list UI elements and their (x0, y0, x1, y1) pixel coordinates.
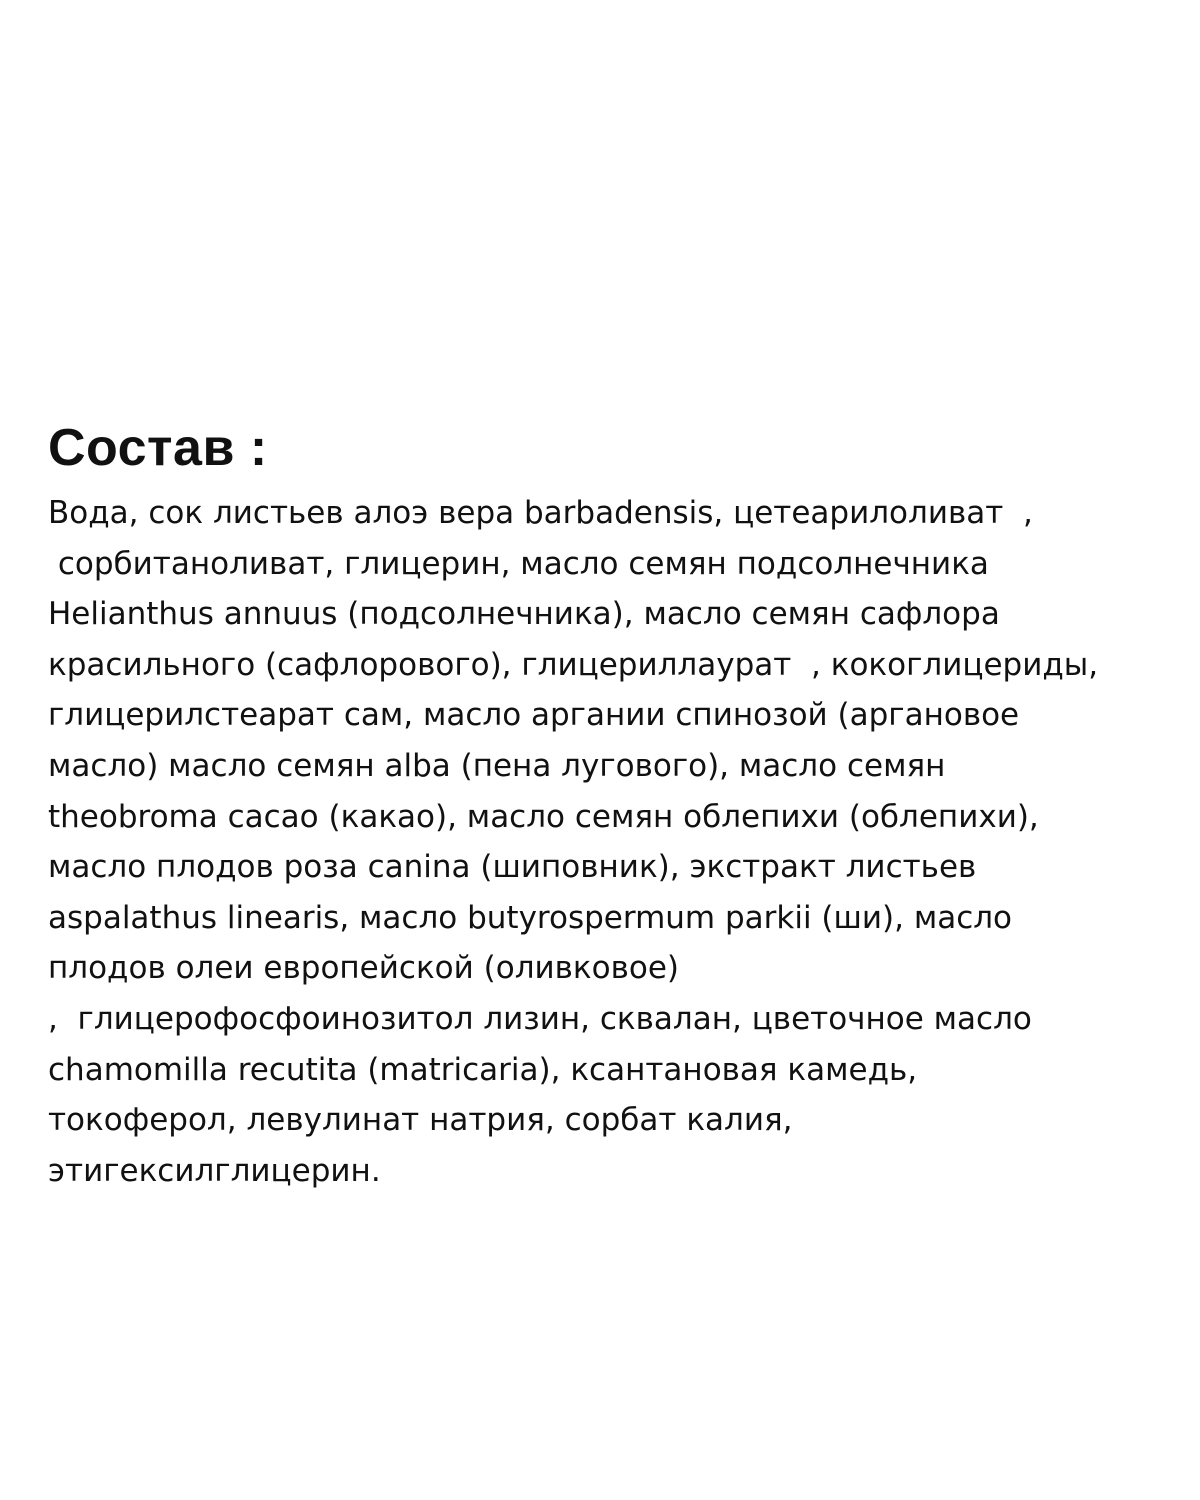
ingredients-line: chamomilla recutita (matricaria), ксантановая камедь, (48, 1051, 918, 1088)
ingredients-text (48, 488, 1188, 1196)
ingredients-title: Состав : (48, 419, 268, 477)
ingredients-line: theobroma cacao (какао), масло семян облепихи (облепихи), (48, 798, 1039, 835)
ingredients-line: масло плодов роза canina (шиповник), экстракт листьев (48, 849, 977, 886)
ingredients-line: глицерилстеарат сам, масло аргании спинозой (аргановое (48, 697, 1020, 734)
ingredients-line: Helianthus annuus (подсолнечника), масло семян сафлора (48, 596, 1000, 633)
ingredients-line: aspalathus linearis, масло butyrospermum parkii (ши), масло (48, 899, 1013, 936)
ingredients-line: сорбитаноливат, глицерин, масло семян подсолнечника (48, 545, 989, 582)
ingredients-line: Вода, сок листьев алоэ вера barbadensis, цетеарилоливат , (48, 495, 1033, 531)
ingredients-line: , глицерофосфоинозитол лизин, сквалан, цветочное масло (48, 1000, 1032, 1037)
ingredients-line: токоферол, левулинат натрия, сорбат калия, (48, 1102, 793, 1139)
ingredients-line: этигексилглицерин. (48, 1152, 381, 1189)
ingredients-line: плодов олеи европейской (оливковое) (48, 950, 680, 987)
ingredients-line: красильного (сафлорового), глицериллаурат , кокоглицериды, (48, 646, 1099, 683)
ingredients-line: масло) масло семян alba (пена лугового), масло семян (48, 747, 946, 784)
ingredients-document (48, 412, 1188, 1196)
